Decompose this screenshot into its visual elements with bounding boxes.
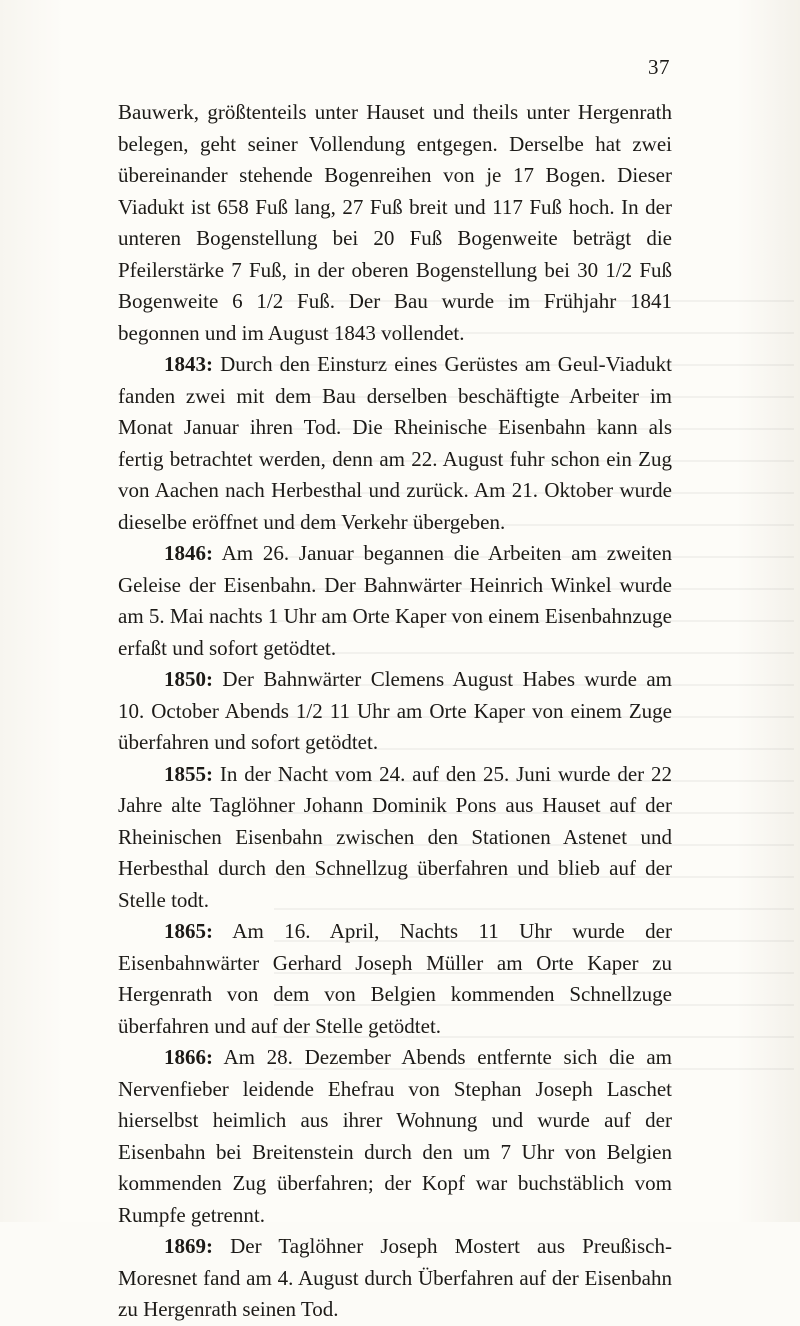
- paragraph-text: Der Taglöhner Joseph Mostert aus Preußisch-Moresnet fand am 4. August durch Überfahren auf der Eisenbahn zu Hergenrath seinen Tod.: [118, 1234, 672, 1321]
- year-heading: 1865:: [164, 919, 213, 943]
- paragraph-text: Am 28. Dezember Abends entfernte sich die am Nervenfieber leidende Ehefrau von Stephan Joseph Laschet hierselbst heimlich aus ihrer Wohnung und wurde auf der Eisenbahn bei Breitenstein durch den um 7 Uhr von Belgien kommenden Zug überfahren; der Kopf war buchstäblich vom Rumpfe getrennt.: [118, 1045, 672, 1227]
- year-heading: 1869:: [164, 1234, 213, 1258]
- entry-1855: [118, 759, 672, 917]
- chronicle-text: [118, 97, 672, 1326]
- year-heading: 1855:: [164, 761, 213, 786]
- year-heading: 1866:: [164, 1045, 213, 1069]
- year-heading: 1843:: [164, 352, 213, 376]
- year-heading: 1850:: [164, 667, 213, 691]
- paragraph-text: Am 16. April, Nachts 11 Uhr wurde der Eisenbahnwärter Gerhard Joseph Müller am Orte Kaper zu Hergenrath von dem von Belgien kommenden Schnellzuge überfahren und auf der Stelle getödtet.: [118, 919, 672, 1038]
- entry-1865: [118, 916, 672, 1042]
- entry-1866: [118, 1042, 672, 1231]
- page-number: 37: [648, 55, 670, 79]
- paragraph-continuation: [118, 97, 672, 349]
- entry-1843: [118, 349, 672, 538]
- paragraph-text: Am 26. Januar begannen die Arbeiten am zweiten Geleise der Eisenbahn. Der Bahnwärter Heinrich Winkel wurde am 5. Mai nachts 1 Uhr am Orte Kaper von einem Eisenbahnzuge erfaßt und sofort getödtet.: [118, 541, 672, 660]
- entry-1850: [118, 664, 672, 759]
- entry-1846: [118, 538, 672, 664]
- entry-1869: [118, 1231, 672, 1326]
- paragraph-text: Der Bahnwärter Clemens August Habes wurde am 10. October Abends 1/2 11 Uhr am Orte Kaper von einem Zuge überfahren und sofort getödtet.: [118, 667, 672, 754]
- paragraph-text: Bauwerk, größtenteils unter Hauset und theils unter Hergenrath belegen, geht seiner Vollendung entgegen. Derselbe hat zwei übereinander stehende Bogenreihen von je 17 Bogen. Dieser Viadukt ist 658 Fuß lang, 27 Fuß breit und 117 Fuß hoch. In der unteren Bogenstellung bei 20 Fuß Bogenweite beträgt die Pfeilerstärke 7 Fuß, in der oberen Bogenstellung bei 30 1/2 Fuß Bogenweite 6 1/2 Fuß. Der Bau wurde im Frühjahr 1841 begonnen und im August 1843 vollendet.: [118, 100, 672, 345]
- paragraph-text: Durch den Einsturz eines Gerüstes am Geul-Viadukt fanden zwei mit dem Bau derselben beschäftigte Arbeiter im Monat Januar ihren Tod. Die Rheinische Eisenbahn kann als fertig betrachtet werden, denn am 22. August fuhr schon ein Zug von Aachen nach Herbesthal und zurück. Am 21. Oktober wurde dieselbe eröffnet und dem Verkehr übergeben.: [118, 352, 672, 534]
- paragraph-text: In der Nacht vom 24. auf den 25. Juni wurde der 22 Jahre alte Taglöhner Johann Dominik Pons aus Hauset auf der Rheinischen Eisenbahn zwischen den Stationen Astenet und Herbesthal durch den Schnellzug überfahren und blieb auf der Stelle todt.: [118, 761, 672, 912]
- year-heading: 1846:: [164, 541, 213, 565]
